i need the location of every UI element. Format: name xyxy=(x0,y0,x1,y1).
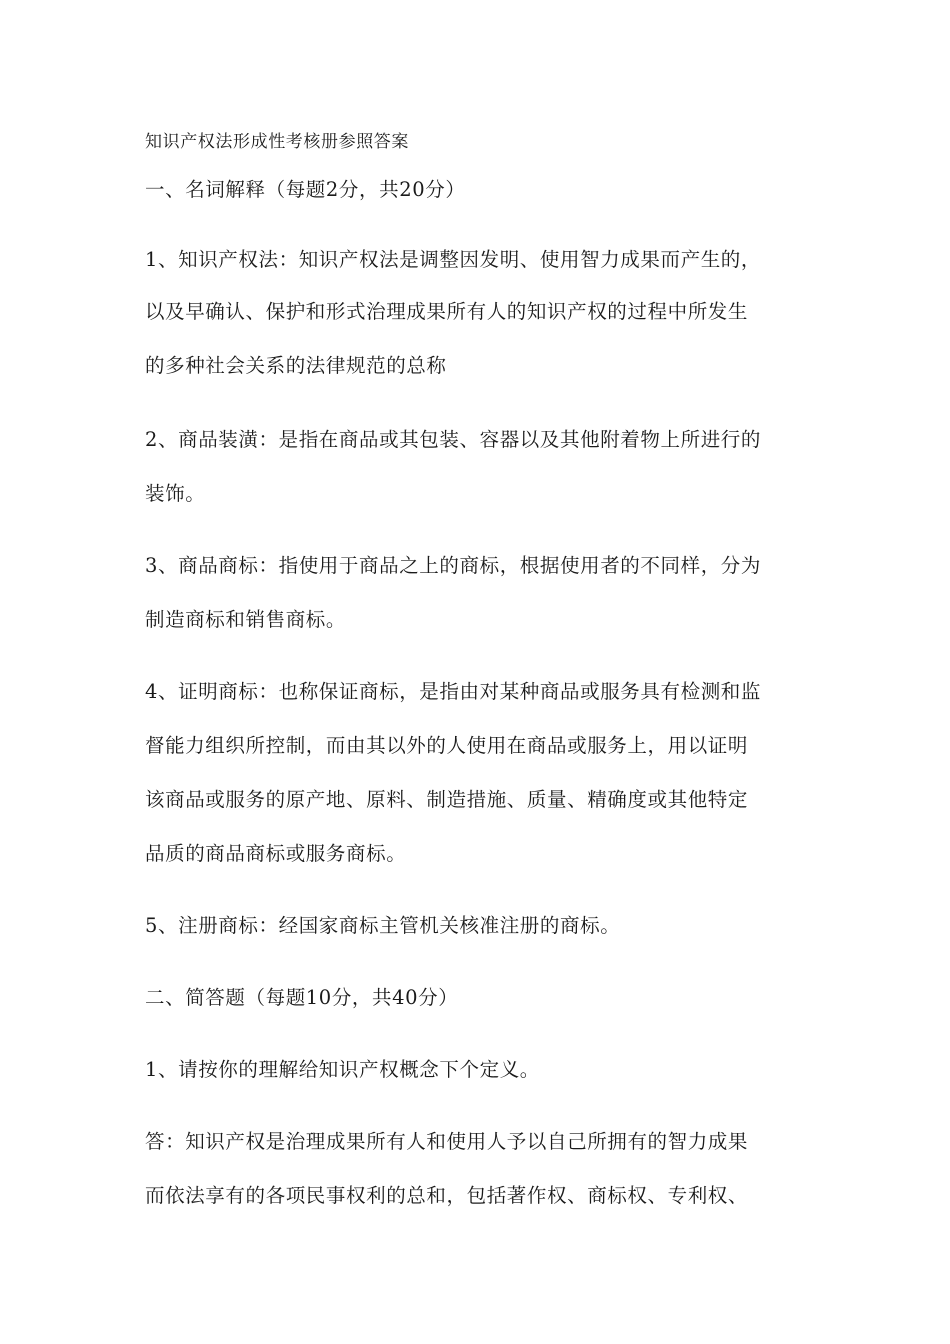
answer-1-line-1: 答：知识产权是治理成果所有人和使用人予以自己所拥有的智力成果 xyxy=(145,1130,749,1153)
document-title: 知识产权法形成性考核册参照答案 xyxy=(145,132,409,152)
term-4-line-2: 督能力组织所控制，而由其以外的人使用在商品或服务上，用以证明 xyxy=(145,734,749,757)
term-4-line-1: 4、证明商标：也称保证商标，是指由对某种商品或服务具有检测和监 xyxy=(145,680,762,703)
answer-1-line-2: 而依法享有的各项民事权利的总和，包括著作权、商标权、专利权、 xyxy=(145,1184,749,1207)
term-1-line-2: 以及早确认、保护和形式治理成果所有人的知识产权的过程中所发生 xyxy=(145,300,749,323)
term-3-line-1: 3、商品商标：指使用于商品之上的商标，根据使用者的不同样，分为 xyxy=(145,554,762,577)
term-2-line-2: 装饰。 xyxy=(145,482,206,505)
section-heading-2: 二、简答题（每题10分，共40分） xyxy=(145,986,459,1009)
term-2-line-1: 2、商品装潢：是指在商品或其包装、容器以及其他附着物上所进行的 xyxy=(145,428,762,451)
term-5-line-1: 5、注册商标：经国家商标主管机关核准注册的商标。 xyxy=(145,914,621,937)
term-1-line-1: 1、知识产权法：知识产权法是调整因发明、使用智力成果而产生的， xyxy=(145,248,762,271)
term-1-line-3: 的多种社会关系的法律规范的总称 xyxy=(145,354,447,377)
term-4-line-3: 该商品或服务的原产地、原料、制造措施、质量、精确度或其他特定 xyxy=(145,788,749,811)
section-heading-1: 一、名词解释（每题2分，共20分） xyxy=(145,178,466,201)
term-4-line-4: 品质的商品商标或服务商标。 xyxy=(145,842,407,865)
term-3-line-2: 制造商标和销售商标。 xyxy=(145,608,347,631)
question-1: 1、请按你的理解给知识产权概念下个定义。 xyxy=(145,1058,540,1081)
